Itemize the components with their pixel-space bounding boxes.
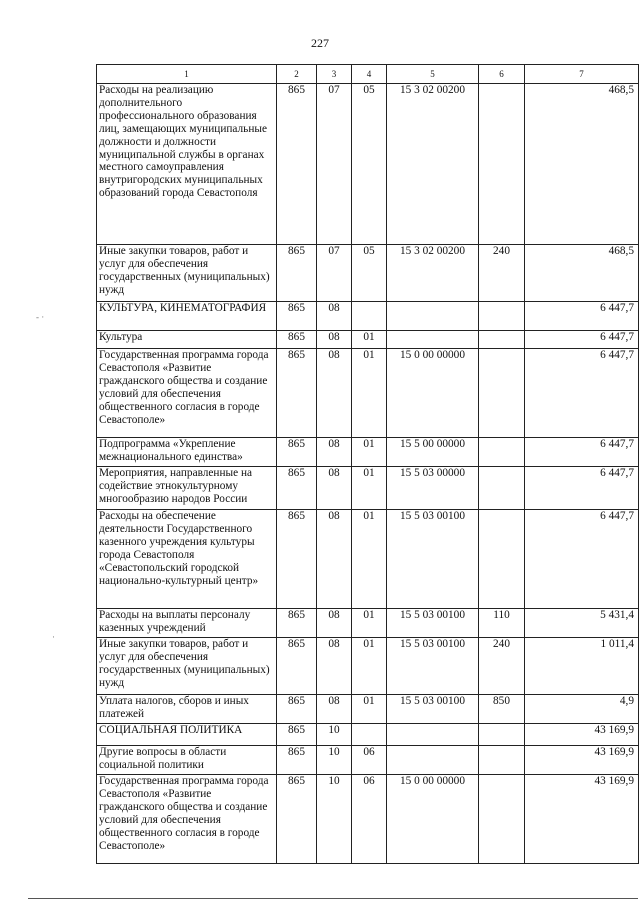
row-name: Расходы на выплаты персоналу казенных учреждений — [97, 609, 277, 638]
scan-mark: · — [52, 632, 55, 642]
row-subsection: 01 — [352, 331, 387, 349]
row-subsection: 01 — [352, 695, 387, 724]
row-expense-type: 110 — [479, 609, 525, 638]
row-amount: 5 431,4 — [525, 609, 639, 638]
col-header-5: 5 — [387, 65, 479, 84]
row-ministry: 865 — [277, 510, 317, 609]
row-subsection: 06 — [352, 775, 387, 864]
row-ministry: 865 — [277, 438, 317, 467]
row-section: 08 — [317, 302, 352, 331]
row-target — [387, 724, 479, 746]
row-subsection: 01 — [352, 438, 387, 467]
row-section: 08 — [317, 695, 352, 724]
row-target: 15 5 03 00100 — [387, 609, 479, 638]
row-expense-type — [479, 438, 525, 467]
row-name: Культура — [97, 331, 277, 349]
row-subsection — [352, 302, 387, 331]
row-target: 15 5 00 00000 — [387, 438, 479, 467]
row-target: 15 5 03 00100 — [387, 510, 479, 609]
row-subsection: 01 — [352, 467, 387, 510]
table-row — [97, 467, 639, 510]
row-section: 08 — [317, 510, 352, 609]
row-target — [387, 746, 479, 775]
table-row — [97, 746, 639, 775]
row-expense-type — [479, 349, 525, 438]
table-row — [97, 84, 639, 245]
row-amount: 43 169,9 — [525, 724, 639, 746]
row-expense-type — [479, 775, 525, 864]
row-amount: 468,5 — [525, 84, 639, 245]
row-amount: 6 447,7 — [525, 302, 639, 331]
row-amount: 6 447,7 — [525, 510, 639, 609]
row-ministry: 865 — [277, 695, 317, 724]
row-target: 15 3 02 00200 — [387, 245, 479, 302]
row-expense-type — [479, 84, 525, 245]
row-target: 15 5 03 00100 — [387, 638, 479, 695]
row-amount: 4,9 — [525, 695, 639, 724]
row-expense-type — [479, 302, 525, 331]
row-name: Уплата налогов, сборов и иных платежей — [97, 695, 277, 724]
row-name: Подпрограмма «Укрепление межнационального единства» — [97, 438, 277, 467]
table-row — [97, 638, 639, 695]
row-ministry: 865 — [277, 638, 317, 695]
row-name: Государственная программа города Севастополя «Развитие гражданского общества и создание условий для обеспечения общественного согласия в городе Севастополе» — [97, 349, 277, 438]
row-expense-type — [479, 467, 525, 510]
header-row — [97, 65, 639, 84]
row-ministry: 865 — [277, 746, 317, 775]
page-bottom-edge — [28, 898, 638, 899]
row-ministry: 865 — [277, 467, 317, 510]
col-header-1: 1 — [97, 65, 277, 84]
row-target — [387, 302, 479, 331]
row-subsection: 01 — [352, 638, 387, 695]
row-ministry: 865 — [277, 724, 317, 746]
row-subsection: 05 — [352, 245, 387, 302]
row-ministry: 865 — [277, 349, 317, 438]
row-target: 15 0 00 00000 — [387, 775, 479, 864]
row-ministry: 865 — [277, 302, 317, 331]
row-ministry: 865 — [277, 775, 317, 864]
row-name: Расходы на реализацию дополнительного профессионального образования лиц, замещающих муниципальные должности и должности муниципальной службы в органах местного самоуправления внутригородских муниципальных образований города Севастополя — [97, 84, 277, 245]
row-amount: 1 011,4 — [525, 638, 639, 695]
row-section: 08 — [317, 349, 352, 438]
row-name: Расходы на обеспечение деятельности Государственного казенного учреждения культуры города Севастополя «Севастопольский городской национально-культурный центр» — [97, 510, 277, 609]
row-target: 15 5 03 00000 — [387, 467, 479, 510]
row-target: 15 3 02 00200 — [387, 84, 479, 245]
row-amount: 43 169,9 — [525, 775, 639, 864]
row-expense-type — [479, 724, 525, 746]
col-header-4: 4 — [352, 65, 387, 84]
row-target: 15 0 00 00000 — [387, 349, 479, 438]
row-subsection — [352, 724, 387, 746]
row-section: 10 — [317, 746, 352, 775]
row-section: 08 — [317, 331, 352, 349]
table-row — [97, 349, 639, 438]
row-target: 15 5 03 00100 — [387, 695, 479, 724]
row-subsection: 01 — [352, 609, 387, 638]
row-amount: 6 447,7 — [525, 438, 639, 467]
col-header-7: 7 — [525, 65, 639, 84]
row-name: Мероприятия, направленные на содействие этнокультурному многообразию народов России — [97, 467, 277, 510]
page-number: 227 — [311, 36, 329, 50]
row-subsection: 01 — [352, 510, 387, 609]
row-section: 10 — [317, 724, 352, 746]
col-header-3: 3 — [317, 65, 352, 84]
table-row — [97, 302, 639, 331]
row-subsection: 01 — [352, 349, 387, 438]
table-row — [97, 245, 639, 302]
row-name: КУЛЬТУРА, КИНЕМАТОГРАФИЯ — [97, 302, 277, 331]
row-expense-type: 240 — [479, 245, 525, 302]
row-amount: 6 447,7 — [525, 331, 639, 349]
row-name: Государственная программа города Севастополя «Развитие гражданского общества и создание условий для обеспечения общественного согласия в городе Севастополе» — [97, 775, 277, 864]
row-section: 08 — [317, 609, 352, 638]
table-row — [97, 510, 639, 609]
row-name: Другие вопросы в области социальной политики — [97, 746, 277, 775]
row-section: 08 — [317, 467, 352, 510]
row-expense-type — [479, 510, 525, 609]
table-row — [97, 775, 639, 864]
row-amount: 468,5 — [525, 245, 639, 302]
row-amount: 6 447,7 — [525, 467, 639, 510]
row-name: Иные закупки товаров, работ и услуг для обеспечения государственных (муниципальных) нужд — [97, 638, 277, 695]
row-section: 07 — [317, 84, 352, 245]
row-name: СОЦИАЛЬНАЯ ПОЛИТИКА — [97, 724, 277, 746]
row-ministry: 865 — [277, 245, 317, 302]
row-ministry: 865 — [277, 331, 317, 349]
row-subsection: 05 — [352, 84, 387, 245]
table-row — [97, 609, 639, 638]
row-name: Иные закупки товаров, работ и услуг для обеспечения государственных (муниципальных) нужд — [97, 245, 277, 302]
col-header-6: 6 — [479, 65, 525, 84]
row-expense-type: 240 — [479, 638, 525, 695]
row-expense-type — [479, 746, 525, 775]
row-amount: 6 447,7 — [525, 349, 639, 438]
col-header-2: 2 — [277, 65, 317, 84]
table-row — [97, 695, 639, 724]
table-row — [97, 438, 639, 467]
row-ministry: 865 — [277, 84, 317, 245]
row-expense-type — [479, 331, 525, 349]
row-section: 07 — [317, 245, 352, 302]
budget-table — [96, 64, 639, 864]
row-section: 10 — [317, 775, 352, 864]
row-section: 08 — [317, 438, 352, 467]
row-ministry: 865 — [277, 609, 317, 638]
row-target — [387, 331, 479, 349]
row-amount: 43 169,9 — [525, 746, 639, 775]
table-row — [97, 331, 639, 349]
row-expense-type: 850 — [479, 695, 525, 724]
row-subsection: 06 — [352, 746, 387, 775]
table-row — [97, 724, 639, 746]
scan-mark: - · — [36, 312, 45, 322]
row-section: 08 — [317, 638, 352, 695]
